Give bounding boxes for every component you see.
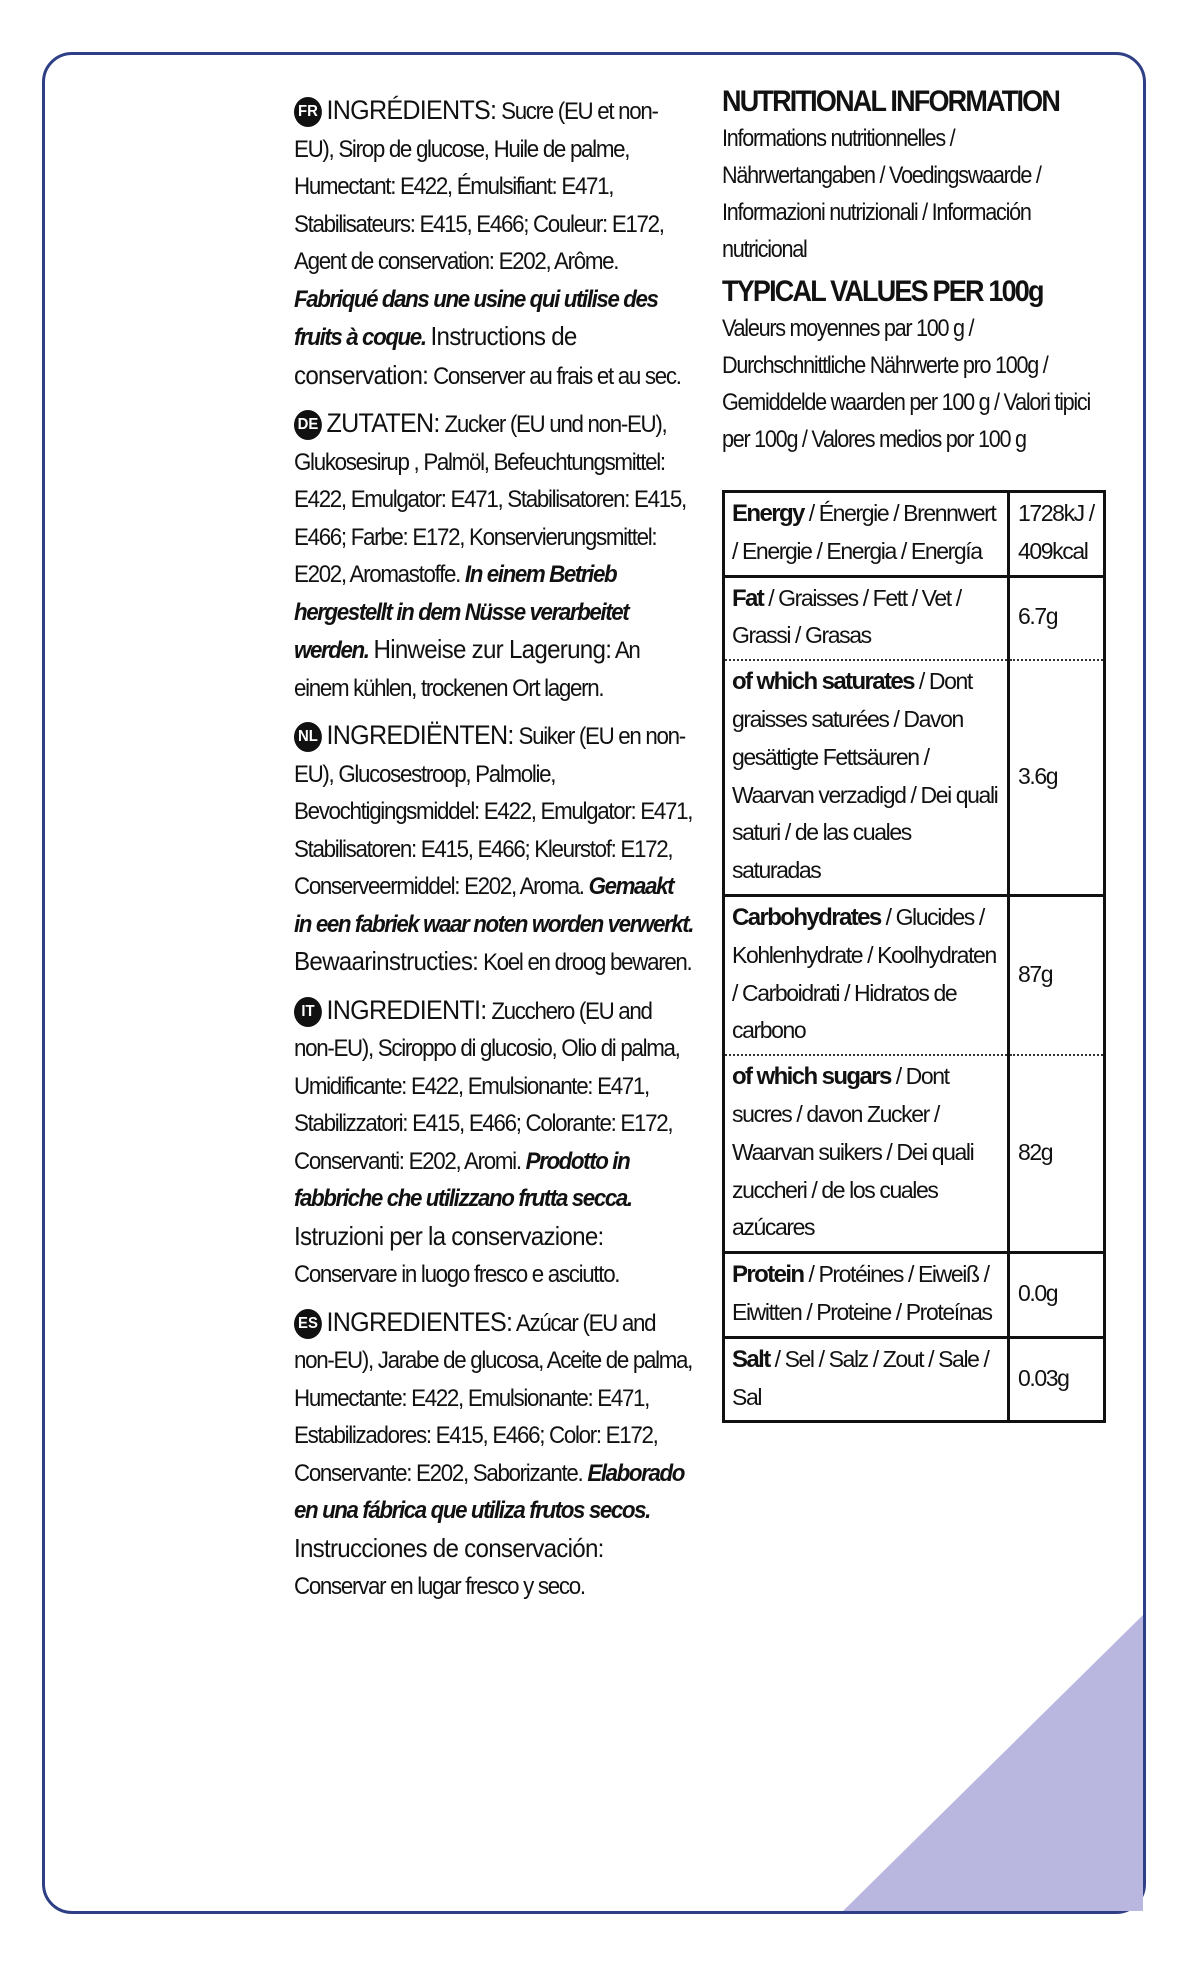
ingredients-label: INGRÉDIENTS: [326, 95, 497, 125]
nutrient-translations: / Glucides / Kohlenhydrate / Koolhydraten / Carboidrati / Hidratos de carbono [732, 903, 996, 1044]
nutrient-value: 82g [1009, 1055, 1105, 1252]
nutrient-value: 87g [1009, 895, 1105, 1055]
ingredients-text: Zucker (EU und non-EU), Glukosesirup , Palmöl, Befeuchtungsmittel: E422, Emulgator: E471, Stabilisatoren: E415, E466; Farbe: E172, Konservierungsmittel: E202, Aromastoffe. [294, 411, 686, 588]
table-row [724, 1055, 1105, 1252]
nutrient-name: of which saturates [732, 668, 914, 696]
corner-decoration [843, 1615, 1143, 1911]
nutrient-cell [724, 576, 1009, 660]
ingredients-label: ZUTATEN: [326, 408, 440, 438]
storage-label: Instructions de conservation: [294, 321, 577, 390]
nutrient-name: Protein [732, 1261, 804, 1289]
storage-text: Conservare in luogo fresco e asciutto. [294, 1261, 620, 1288]
typical-values-heading: TYPICAL VALUES PER 100g [722, 275, 1043, 308]
ingredients-de [294, 405, 694, 707]
table-row [724, 492, 1105, 577]
nutrient-value: 1728kJ / 409kcal [1009, 492, 1105, 577]
nutrient-translations: / Protéines / Eiweiß / Eiwitten / Proteine / Proteínas [732, 1261, 992, 1325]
nl-flag-icon: NL [294, 722, 322, 752]
storage-label: Instrucciones de conservación: [294, 1532, 604, 1563]
es-flag-icon: ES [294, 1309, 322, 1339]
nutrient-name: of which sugars [732, 1063, 891, 1091]
nutrient-translations: / Énergie / Brennwert / Energie / Energia / Energía [732, 500, 996, 564]
nutrient-cell [724, 1253, 1009, 1338]
allergy-notice: Gemaakt in een fabriek waar noten worden verwerkt. [294, 873, 694, 938]
nutrient-translations: / Dont graisses saturées / Davon gesättigte Fettsäuren / Waarvan verzadigd / Dei quali saturi / de las cuales saturadas [732, 668, 998, 884]
nutrient-translations: / Graisses / Fett / Vet / Grassi / Grasas [732, 584, 961, 649]
nutrition-column [722, 84, 1112, 458]
nutrient-cell [724, 660, 1009, 895]
table-row [724, 1337, 1105, 1422]
nutrient-name: Energy [732, 500, 804, 527]
allergy-notice: Prodotto in fabbriche che utilizzano frutta secca. [294, 1147, 632, 1212]
nutrition-heading-translations: Informations nutritionnelles / Nährwertangaben / Voedingswaarde / Informazioni nutrizionali / Información nutricional [722, 125, 1041, 263]
ingredients-fr [294, 92, 694, 395]
nutrient-translations: / Sel / Salz / Zout / Sale / Sal [732, 1345, 989, 1410]
nutrient-cell [724, 895, 1009, 1055]
storage-text: Conserver au frais et au sec. [433, 362, 681, 390]
ingredients-text: Azúcar (EU and non-EU), Jarabe de glucosa, Aceite de palma, Humectante: E422, Emulsionante: E471, Estabilizadores: E415, E466; Color: E172, Conservante: E202, Saborizante. [294, 1309, 693, 1487]
table-row [724, 895, 1105, 1055]
ingredients-es [294, 1304, 694, 1606]
ingredients-nl [294, 717, 694, 982]
storage-label: Bewaarinstructies: [294, 946, 479, 976]
it-flag-icon: IT [294, 997, 322, 1027]
allergy-notice: Fabriqué dans une usine qui utilise des fruits à coque. [294, 285, 658, 351]
storage-text: Conservar en lugar fresco y seco. [294, 1573, 585, 1600]
nutrient-value: 3.6g [1009, 660, 1105, 895]
table-row [724, 1253, 1105, 1338]
ingredients-text: Zucchero (EU and non-EU), Sciroppo di glucosio, Olio di palma, Umidificante: E422, Emulsionante: E471, Stabilizzatori: E415, E466; Colorante: E172, Conservanti: E202, Aromi. [294, 997, 680, 1175]
table-row [724, 576, 1105, 660]
nutrient-value: 0.03g [1009, 1337, 1105, 1422]
storage-text: An einem kühlen, trockenen Ort lagern. [294, 637, 640, 702]
nutrient-translations: / Dont sucres / davon Zucker / Waarvan suikers / Dei quali zuccheri / de los cuales azúcares [732, 1063, 974, 1241]
ingredients-it [294, 992, 694, 1294]
nutrient-value: 6.7g [1009, 576, 1105, 660]
nutrient-cell [724, 492, 1009, 577]
fr-flag-icon: FR [294, 97, 322, 127]
storage-label: Istruzioni per la conservazione: [294, 1220, 604, 1251]
allergy-notice: Elaborado en una fábrica que utiliza frutos secos. [294, 1459, 684, 1524]
nutrient-value: 0.0g [1009, 1253, 1105, 1338]
nutrition-heading: NUTRITIONAL INFORMATION [722, 85, 1060, 118]
nutrition-table [722, 490, 1106, 1423]
storage-label: Hinweise zur Lagerung: [373, 634, 612, 664]
nutrient-name: Carbohydrates [732, 903, 881, 931]
typical-values-translations: Valeurs moyennes par 100 g / Durchschnittliche Nährwerte pro 100g / Gemiddelde waarden per 100 g / Valori tipici per 100g / Valores medios por 100 g [722, 315, 1091, 453]
nutrient-cell [724, 1055, 1009, 1252]
nutrient-cell [724, 1337, 1009, 1422]
allergy-notice: In einem Betrieb hergestellt in dem Nüsse verarbeitet werden. [294, 561, 629, 664]
nutrient-name: Salt [732, 1345, 770, 1373]
de-flag-icon: DE [294, 410, 322, 440]
ingredients-column [294, 92, 694, 1616]
ingredients-text: Sucre (EU et non-EU), Sirop de glucose, Huile de palme, Humectant: E422, Émulsifiant: E471, Stabilisateurs: E415, E466; Couleur: E172, Agent de conservation: E202, Arôme. [294, 98, 664, 275]
nutrient-name: Fat [732, 584, 764, 612]
storage-text: Koel en droog bewaren. [483, 949, 692, 976]
ingredients-label: INGREDIENTI: [326, 994, 487, 1025]
ingredients-label: INGREDIËNTEN: [326, 720, 514, 750]
ingredients-text: Suiker (EU en non-EU), Glucosestroop, Palmolie, Bevochtigingsmiddel: E422, Emulgator: E471, Stabilisatoren: E415, E466; Kleurstof: E172, Conserveermiddel: E202, Aroma. [294, 723, 693, 900]
table-row [724, 660, 1105, 895]
ingredients-label: INGREDIENTES: [326, 1306, 513, 1337]
